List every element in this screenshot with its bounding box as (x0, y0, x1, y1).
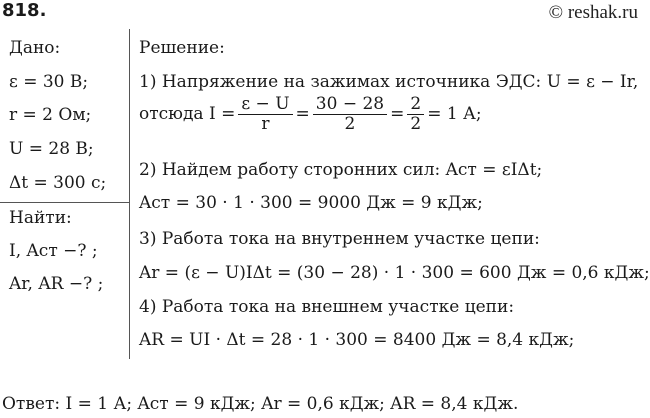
solution-header: Решение: (139, 38, 225, 58)
step-2: 2) Найдем работу сторонних сил: Aст = εIΔt; (139, 160, 543, 180)
step-1: 1) Напряжение на зажимах источника ЭДС: U = ε − Ir, (139, 72, 639, 92)
step-1-calc (139, 92, 482, 136)
step-1-result: = 1 А; (427, 104, 482, 124)
horizontal-divider (0, 202, 130, 203)
watermark: © reshak.ru (548, 2, 638, 23)
fraction-2-numerator: 30 − 28 (313, 95, 387, 115)
given-header: Дано: (9, 38, 61, 58)
given-time: Δt = 300 с; (9, 173, 107, 193)
fraction-2 (313, 95, 387, 134)
equals: = (295, 104, 310, 124)
answer: Ответ: I = 1 А; Aст = 9 кДж; Ar = 0,6 кДж; AR = 8,4 кДж. (2, 394, 519, 414)
fraction-1-denominator: r (261, 113, 270, 134)
step-2-calc: Aст = 30 · 1 · 300 = 9000 Дж = 9 кДж; (139, 193, 483, 213)
fraction-1 (238, 95, 292, 134)
given-resistance: r = 2 Ом; (9, 105, 92, 125)
given-voltage: U = 28 В; (9, 139, 94, 159)
find-line-2: Ar, AR −? ; (9, 274, 104, 294)
given-emf: ε = 30 В; (9, 72, 89, 92)
fraction-1-numerator: ε − U (238, 95, 292, 115)
vertical-divider (129, 29, 130, 359)
step-3: 3) Работа тока на внутреннем участке цепи: (139, 229, 540, 249)
step-1-prefix: отсюда I = (139, 104, 236, 124)
step-4-calc: AR = UI · Δt = 28 · 1 · 300 = 8400 Дж = 8,4 кДж; (139, 330, 575, 350)
step-3-calc: Ar = (ε − U)IΔt = (30 − 28) · 1 · 300 = 600 Дж = 0,6 кДж; (139, 263, 650, 283)
find-line-1: I, Aст −? ; (9, 241, 98, 261)
problem-number: 818. (2, 0, 47, 21)
fraction-2-denominator: 2 (344, 113, 356, 134)
equals: = (390, 104, 405, 124)
step-4: 4) Работа тока на внешнем участке цепи: (139, 297, 515, 317)
fraction-3 (407, 95, 424, 134)
fraction-3-denominator: 2 (410, 113, 422, 134)
find-header: Найти: (9, 208, 72, 228)
fraction-3-numerator: 2 (407, 95, 424, 115)
